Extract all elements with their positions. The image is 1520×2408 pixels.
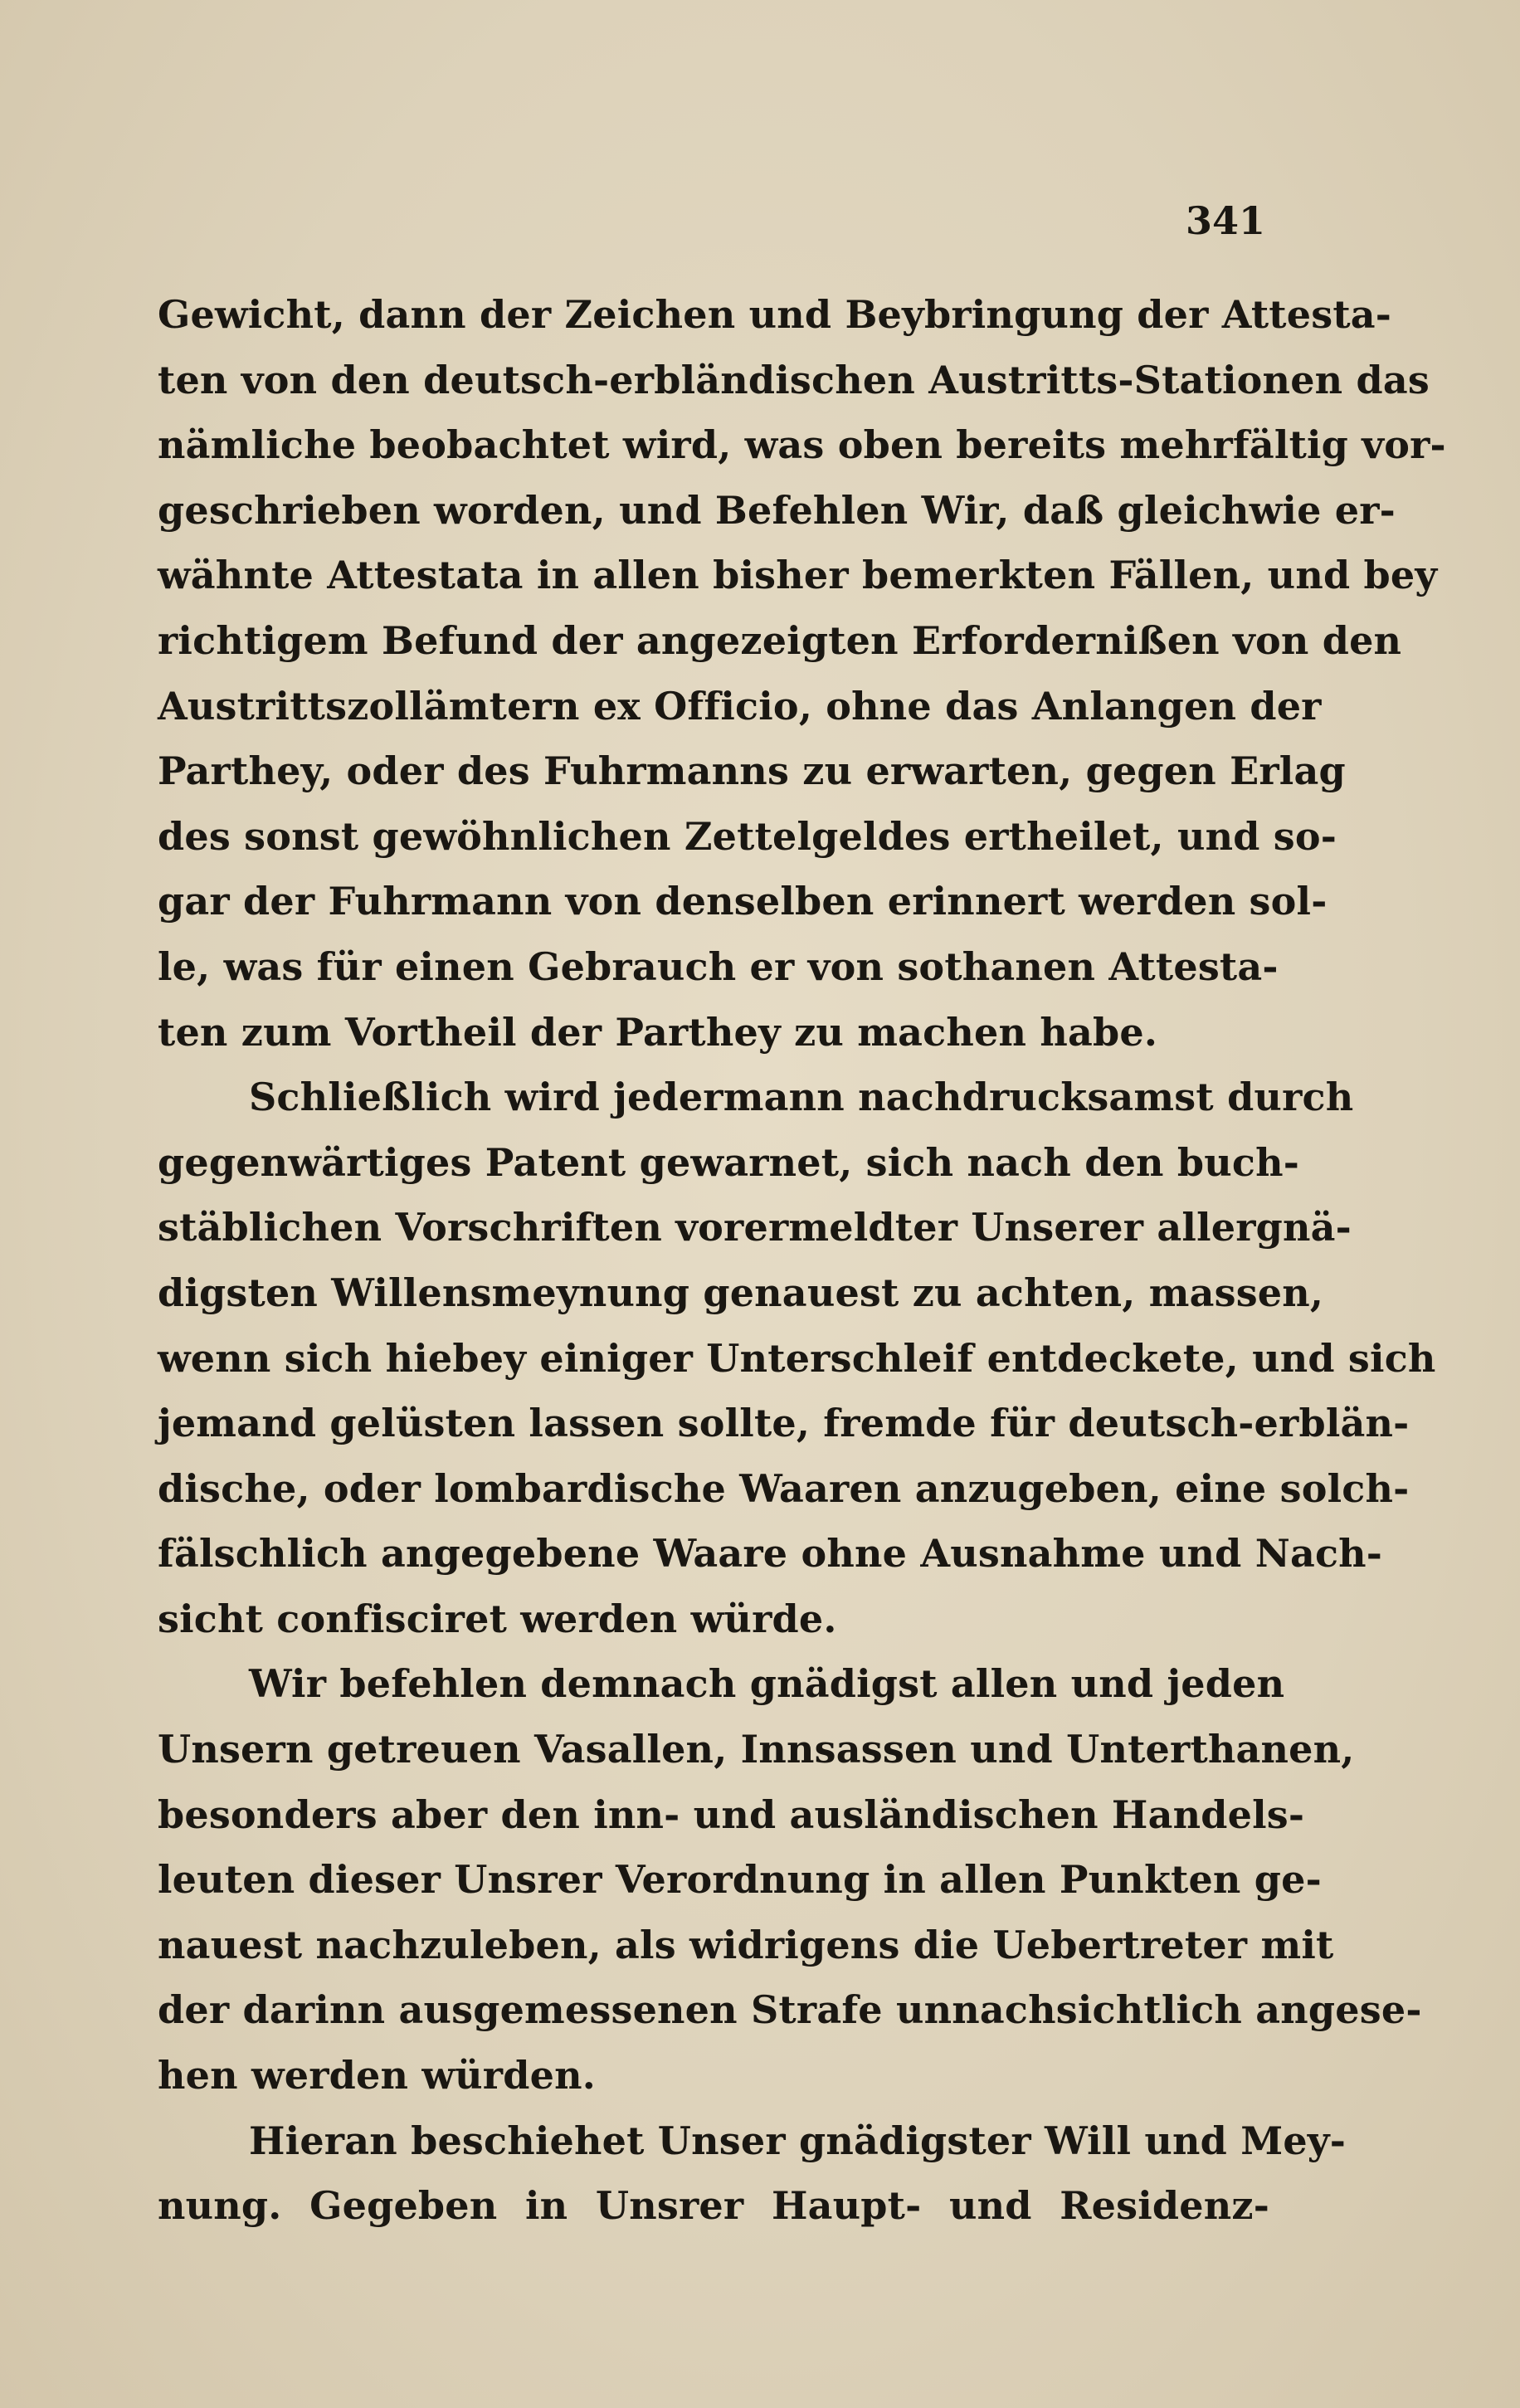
text-line: gegenwärtiges Patent gewarnet, sich nach den buch- xyxy=(158,1139,1300,1185)
text-line: hen werden würden. xyxy=(158,2053,596,2098)
text-line: Gewicht, dann der Zeichen und Beybringung der Attesta- xyxy=(158,292,1392,337)
text-line: nung. Gegeben in Unsrer Haupt- und Residenz- xyxy=(158,2183,1269,2229)
text-line: wenn sich hiebey einiger Unterschleif entdeckete, und sich xyxy=(158,1335,1436,1381)
text-line: leuten dieser Unsrer Verordnung in allen Punkten ge- xyxy=(158,1857,1322,1903)
text-line: wähnte Attestata in allen bisher bemerkten Fällen, und bey xyxy=(158,553,1438,598)
text-line: der darinn ausgemessenen Strafe unnachsichtlich angese- xyxy=(158,1987,1422,2033)
text-line: nämliche beobachtet wird, was oben bereits mehrfältig vor- xyxy=(158,422,1446,468)
text-line: Unsern getreuen Vasallen, Innsassen und Unterthanen, xyxy=(158,1727,1355,1772)
text-line: ten zum Vortheil der Parthey zu machen habe. xyxy=(158,1009,1158,1055)
text-line: fälschlich angegebene Waare ohne Ausnahme und Nach- xyxy=(158,1531,1383,1577)
text-line: des sonst gewöhnlichen Zettelgeldes ertheilet, und so- xyxy=(158,813,1337,859)
text-line: Hieran beschiehet Unser gnädigster Will und Mey- xyxy=(249,2118,1347,2163)
text-line: Austrittszollämtern ex Officio, ohne das Anlangen der xyxy=(158,683,1322,729)
text-line: besonders aber den inn- und ausländischen Handels- xyxy=(158,1791,1305,1837)
text-line: jemand gelüsten lassen sollte, fremde für deutsch-erblän- xyxy=(158,1401,1410,1446)
text-line: nauest nachzuleben, als widrigens die Uebertreter mit xyxy=(158,1922,1334,1967)
text-line: digsten Willensmeynung genauest zu achten, massen, xyxy=(158,1270,1324,1315)
paragraph-2 xyxy=(158,1065,1436,1651)
text-line: le, was für einen Gebrauch er von sothanen Attesta- xyxy=(158,943,1279,989)
text-line: Parthey, oder des Fuhrmanns zu erwarten, gegen Erlag xyxy=(158,748,1346,794)
text-line: geschrieben worden, und Befehlen Wir, daß gleichwie er- xyxy=(158,487,1396,533)
text-line: Schließlich wird jedermann nachdrucksamst durch xyxy=(249,1075,1354,1120)
text-line: stäblichen Vorschriften vorermeldter Unserer allergnä- xyxy=(158,1205,1352,1250)
text-line: dische, oder lombardische Waaren anzugeben, eine solch- xyxy=(158,1465,1410,1511)
paragraph-1 xyxy=(158,282,1446,1065)
page-number: 341 xyxy=(1185,198,1265,243)
text-line: sicht confisciret werden würde. xyxy=(158,1596,837,1641)
paragraph-4 xyxy=(158,2108,1347,2239)
text-line: ten von den deutsch-erbländischen Austritts-Stationen das xyxy=(158,357,1430,402)
body-text xyxy=(158,282,1446,2239)
text-line: gar der Fuhrmann von denselben erinnert werden sol- xyxy=(158,879,1328,924)
paragraph-3 xyxy=(158,1651,1422,2108)
text-line: Wir befehlen demnach gnädigst allen und jeden xyxy=(249,1661,1285,1707)
text-line: richtigem Befund der angezeigten Erfordernißen von den xyxy=(158,617,1402,663)
